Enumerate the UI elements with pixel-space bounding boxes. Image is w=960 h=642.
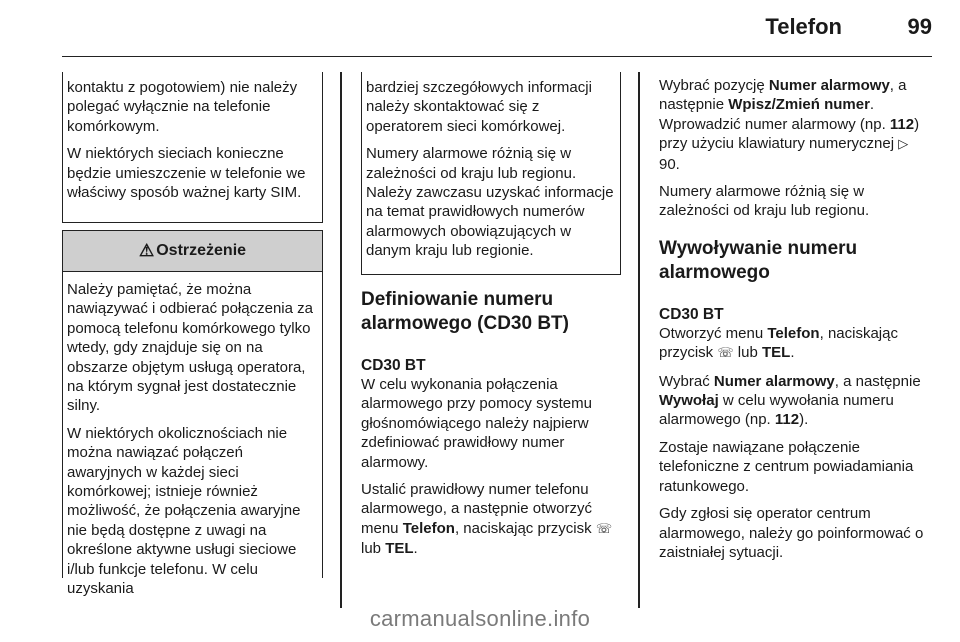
- body-paragraph: Wprowadzić numer alarmowy (np. 112) przy użyciu klawiatury numerycznej ▷ 90.: [659, 115, 920, 173]
- body-paragraph: Gdy zgłosi się operator centrum alarmowego, należy go poinformować o zaistniałej sytuacji.: [659, 505, 924, 561]
- note-paragraph: Numery alarmowe różnią się w zależności od kraju lub regionu. Należy zawczasu uzyskać informacje na temat prawidłowych numerów alarmowych obowiązujących w danym kraju lub regionie.: [366, 145, 614, 260]
- body-paragraph: Ustalić prawidłowy numer telefonu alarmowego, a następnie otworzyć menu Telefon, naciskając przycisk ☏ lub TEL.: [361, 481, 613, 558]
- middle-column-text: [361, 288, 623, 567]
- menu-label: Wpisz/Zmień numer: [728, 96, 870, 114]
- body-paragraph: Numery alarmowe różnią się w zależności od kraju lub regionu.: [659, 183, 870, 220]
- subsection-heading: CD30 BT: [361, 357, 426, 374]
- warning-title: Ostrzeżenie: [156, 242, 247, 259]
- column-divider-left: [340, 72, 342, 608]
- section-heading: Definiowanie numeru alarmowego (CD30 BT): [361, 289, 569, 334]
- page-number: 99: [907, 14, 932, 39]
- warning-header: [62, 230, 323, 272]
- body-paragraph: Wybrać pozycję Numer alarmowy, a następnie Wpisz/Zmień numer.: [659, 77, 907, 114]
- emergency-number: 112: [889, 115, 915, 133]
- note-paragraph: bardziej szczegółowych informacji należy skontaktować się z operatorem sieci komórkowej.: [366, 79, 592, 135]
- note-paragraph: kontaktu z pogotowiem) nie należy polegać wyłącznie na telefonie komórkowym.: [67, 79, 298, 135]
- right-column-text: [659, 76, 927, 570]
- body-paragraph: Zostaje nawiązane połączenie telefoniczne z centrum powiadamiania ratunkowego.: [659, 438, 914, 495]
- page-title: Telefon: [765, 14, 842, 39]
- emergency-number: 112: [774, 411, 800, 429]
- header-rule: [62, 56, 932, 57]
- phone-button-icon: ☏: [595, 521, 613, 537]
- button-label: TEL: [761, 344, 791, 362]
- body-paragraph: W celu wykonania połączenia alarmowego przy pomocy systemu głośnomówiącego należy najpierw zdefiniować prawidłowy numer alarmowy.: [361, 376, 592, 471]
- menu-label: Wywołaj: [659, 392, 719, 410]
- subsection-heading: CD30 BT: [659, 305, 724, 323]
- menu-label: Telefon: [767, 324, 820, 342]
- phone-button-icon: ☏: [717, 346, 734, 362]
- watermark: carmanualsonline.info: [369, 606, 591, 631]
- note-box-continued: [62, 72, 323, 223]
- warning-body: [62, 272, 323, 598]
- button-label: TEL: [385, 540, 414, 558]
- page-reference-icon: ▷: [898, 137, 909, 153]
- menu-label: Numer alarmowy: [713, 372, 835, 390]
- body-paragraph: Otworzyć menu Telefon, naciskając przycisk ☏ lub TEL.: [659, 324, 898, 362]
- note-paragraph: W niektórych sieciach konieczne będzie umieszczenie w telefonie we właściwy sposób ważnej karty SIM.: [67, 145, 306, 202]
- column-divider-right: [638, 72, 640, 608]
- section-heading: Wywoływanie numeru alarmowego: [659, 237, 858, 283]
- menu-label: Telefon: [402, 519, 455, 537]
- note-box-middle: [361, 72, 621, 275]
- body-paragraph: Wybrać Numer alarmowy, a następnie Wywołaj w celu wywołania numeru alarmowego (np. 112).: [659, 372, 921, 429]
- menu-label: Numer alarmowy: [768, 77, 890, 94]
- warning-icon: ⚠: [138, 241, 155, 260]
- warning-paragraph: Należy pamiętać, że można nawiązywać i odbierać połączenia za pomocą telefonu komórkowego tylko wtedy, gdy znajduje się on na obszarze objętym usługą operatora, na którym sygnał jest dostatecznie silny.: [67, 281, 313, 415]
- warning-paragraph: W niektórych okolicznościach nie można nawiązać połączeń awaryjnych w każdej sieci komórkowej; istnieje również możliwość, że połączenia awaryjne nie będą dostępne z uwagi na określone aktywne usługi sieciowe i/lub funkcje telefonu. W celu uzyskania: [67, 424, 301, 598]
